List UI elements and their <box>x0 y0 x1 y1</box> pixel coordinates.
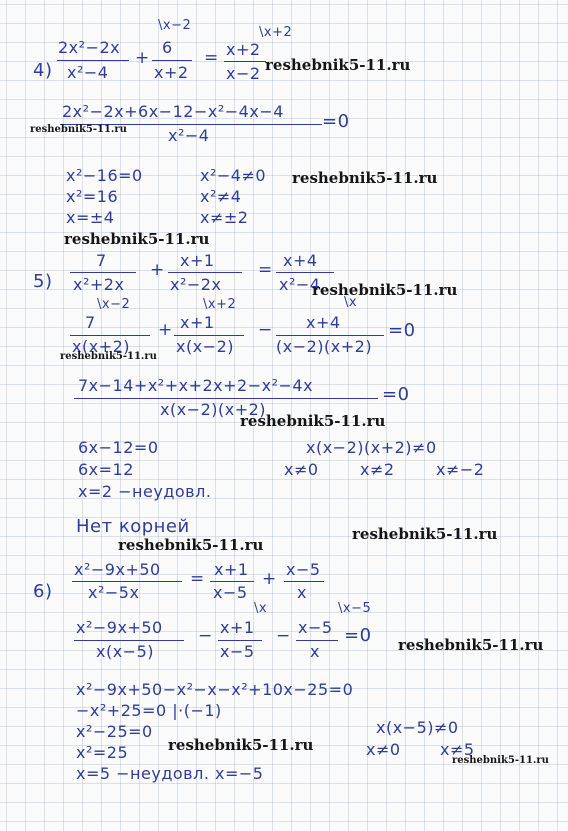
watermark-8: reshebnik5-11.ru <box>352 525 498 543</box>
p5-fraction2-bar <box>168 272 242 273</box>
watermark-1: reshebnik5-11.ru <box>265 56 411 74</box>
p5-fraction3-denominator: x²−4 <box>279 275 321 294</box>
p6-fraction1-numerator: x²−9x+50 <box>74 560 161 579</box>
p5-fraction2-denominator: x²−2x <box>170 275 222 294</box>
p6-step2-fraction2-bar <box>218 640 262 641</box>
watermark-5: reshebnik5-11.ru <box>312 281 458 299</box>
p5-right-condition-1: x≠0 <box>284 460 319 479</box>
p6-line-1: x²−9x+50−x²−x−x²+10x−25=0 <box>76 680 354 699</box>
p6-step2-fraction1-bar <box>74 640 184 641</box>
p5-combined-numerator: 7x−14+x²+x+2x+2−x²−4x <box>78 376 314 395</box>
p5-combined-denominator: x(x−2)(x+2) <box>160 400 267 419</box>
p4-plus-sign: + <box>135 48 150 68</box>
p6-step2-fraction2-denominator: x−5 <box>220 642 255 661</box>
p4-fraction2-bar <box>152 60 192 61</box>
p4-left-line-1: x²−16=0 <box>66 166 143 185</box>
p6-fraction2-numerator: x+1 <box>214 560 249 579</box>
watermark-3: reshebnik5-11.ru <box>292 169 438 187</box>
p5-step2-fraction3-bar <box>276 335 384 336</box>
p6-step2-fraction1-numerator: x²−9x+50 <box>76 618 163 637</box>
p6-fraction3-denominator: x <box>297 583 307 602</box>
p5-left-line-1: 6x−12=0 <box>78 438 159 457</box>
p6-fraction1-denominator: x²−5x <box>88 583 140 602</box>
p5-combined-bar <box>74 398 378 399</box>
p4-right-line-2: x²≠4 <box>200 187 242 206</box>
p4-combined-denominator: x²−4 <box>168 126 210 145</box>
p4-right-line-1: x²−4≠0 <box>200 166 267 185</box>
p5-fraction3-bar <box>276 272 334 273</box>
p5-step2-multiplier-2: \x+2 <box>203 297 237 312</box>
p5-right-condition-2: x≠2 <box>360 460 395 479</box>
p6-fraction2-denominator: x−5 <box>213 583 248 602</box>
p4-fraction3-bar <box>224 61 266 62</box>
watermark-7: reshebnik5-11.ru <box>240 412 386 430</box>
p6-step2-fraction1-denominator: x(x−5) <box>96 642 155 661</box>
p5-right-condition-3: x≠−2 <box>436 460 485 479</box>
p4-fraction1-bar <box>57 60 129 61</box>
p5-left-line-3: x=2 −неудовл. <box>78 482 212 501</box>
p5-left-line-2: 6x=12 <box>78 460 134 479</box>
p5-step2-rhs: =0 <box>388 320 416 341</box>
p5-step2-multiplier-3: \x <box>344 295 358 310</box>
p5-answer: Нет корней <box>76 516 190 537</box>
p4-fraction1-denominator: x²−4 <box>67 63 109 82</box>
p5-step2-fraction1-numerator: 7 <box>85 313 96 332</box>
p4-fraction1-numerator: 2x²−2x <box>58 38 121 57</box>
p6-plus-sign: + <box>262 569 277 589</box>
watermark-11: reshebnik5-11.ru <box>168 736 314 754</box>
p4-multiplier-1: \x−2 <box>158 18 192 33</box>
p5-combined-rhs: =0 <box>382 384 410 405</box>
p6-step2-rhs: =0 <box>344 625 372 646</box>
problem-6-label: 6) <box>33 581 53 602</box>
p6-fraction2-bar <box>210 581 254 582</box>
p5-step2-multiplier-1: \x−2 <box>97 297 131 312</box>
p5-fraction1-numerator: 7 <box>96 251 107 270</box>
p5-step2-fraction2-numerator: x+1 <box>180 313 215 332</box>
p6-equals-sign: = <box>190 569 205 589</box>
p4-equals-sign: = <box>204 48 219 68</box>
watermark-4: reshebnik5-11.ru <box>64 230 210 248</box>
p6-line-3: x²−25=0 <box>76 722 153 741</box>
p6-step2-fraction3-denominator: x <box>310 642 320 661</box>
p5-fraction2-numerator: x+1 <box>180 251 215 270</box>
p5-fraction1-bar <box>70 272 136 273</box>
p6-fraction1-bar <box>72 581 182 582</box>
watermark-10: reshebnik5-11.ru <box>398 636 544 654</box>
p4-multiplier-3: \x+2 <box>259 25 293 40</box>
p6-step2-fraction3-bar <box>296 640 338 641</box>
p6-line-5: x=5 −неудовл. x=−5 <box>76 764 264 783</box>
watermark-2: reshebnik5-11.ru <box>30 124 127 135</box>
p6-fraction3-numerator: x−5 <box>286 560 321 579</box>
p5-fraction1-denominator: x²+2x <box>73 275 125 294</box>
p5-step2-fraction1-bar <box>70 335 150 336</box>
p5-step2-fraction1-denominator: x(x+2) <box>72 337 131 356</box>
p4-fraction2-numerator: 6 <box>162 38 173 57</box>
p6-step2-minus-sign-2: − <box>276 626 291 646</box>
watermark-6: reshebnik5-11.ru <box>60 351 157 362</box>
p5-step2-plus-sign: + <box>158 320 173 340</box>
p5-fraction3-numerator: x+4 <box>283 251 318 270</box>
p6-step2-fraction2-numerator: x+1 <box>220 618 255 637</box>
p4-fraction2-denominator: x+2 <box>154 63 189 82</box>
watermark-9: reshebnik5-11.ru <box>118 536 264 554</box>
watermark-12: reshebnik5-11.ru <box>452 755 549 766</box>
p5-right-line-1: x(x−2)(x+2)≠0 <box>306 438 437 457</box>
p6-step2-multiplier-2: \x <box>254 601 268 616</box>
problem-4-label: 4) <box>33 60 53 81</box>
p6-right-line-1: x(x−5)≠0 <box>376 718 459 737</box>
p4-left-line-2: x²=16 <box>66 187 119 206</box>
p6-line-4: x²=25 <box>76 743 129 762</box>
p4-right-line-3: x≠±2 <box>200 208 249 227</box>
p5-step2-fraction2-denominator: x(x−2) <box>176 337 235 356</box>
p6-right-condition-1: x≠0 <box>366 740 401 759</box>
p5-step2-fraction3-denominator: (x−2)(x+2) <box>276 337 373 356</box>
p4-fraction3-numerator: x+2 <box>226 40 261 59</box>
p5-equals-sign: = <box>258 260 273 280</box>
p4-fraction3-denominator: x−2 <box>226 64 261 83</box>
problem-5-label: 5) <box>33 271 53 292</box>
p6-step2-fraction3-numerator: x−5 <box>298 618 333 637</box>
p5-step2-minus-sign: − <box>258 320 273 340</box>
p5-step2-fraction2-bar <box>174 335 244 336</box>
p5-step2-fraction3-numerator: x+4 <box>306 313 341 332</box>
p6-line-2: −x²+25=0 |·(−1) <box>76 701 222 720</box>
p4-left-line-3: x=±4 <box>66 208 115 227</box>
p6-right-condition-2: x≠5 <box>440 740 475 759</box>
p6-step2-multiplier-3: \x−5 <box>338 601 372 616</box>
p5-plus-sign: + <box>150 260 165 280</box>
p4-combined-rhs: =0 <box>322 111 350 132</box>
p4-combined-numerator: 2x²−2x+6x−12−x²−4x−4 <box>62 102 284 121</box>
p6-fraction3-bar <box>284 581 324 582</box>
p6-step2-minus-sign-1: − <box>198 626 213 646</box>
